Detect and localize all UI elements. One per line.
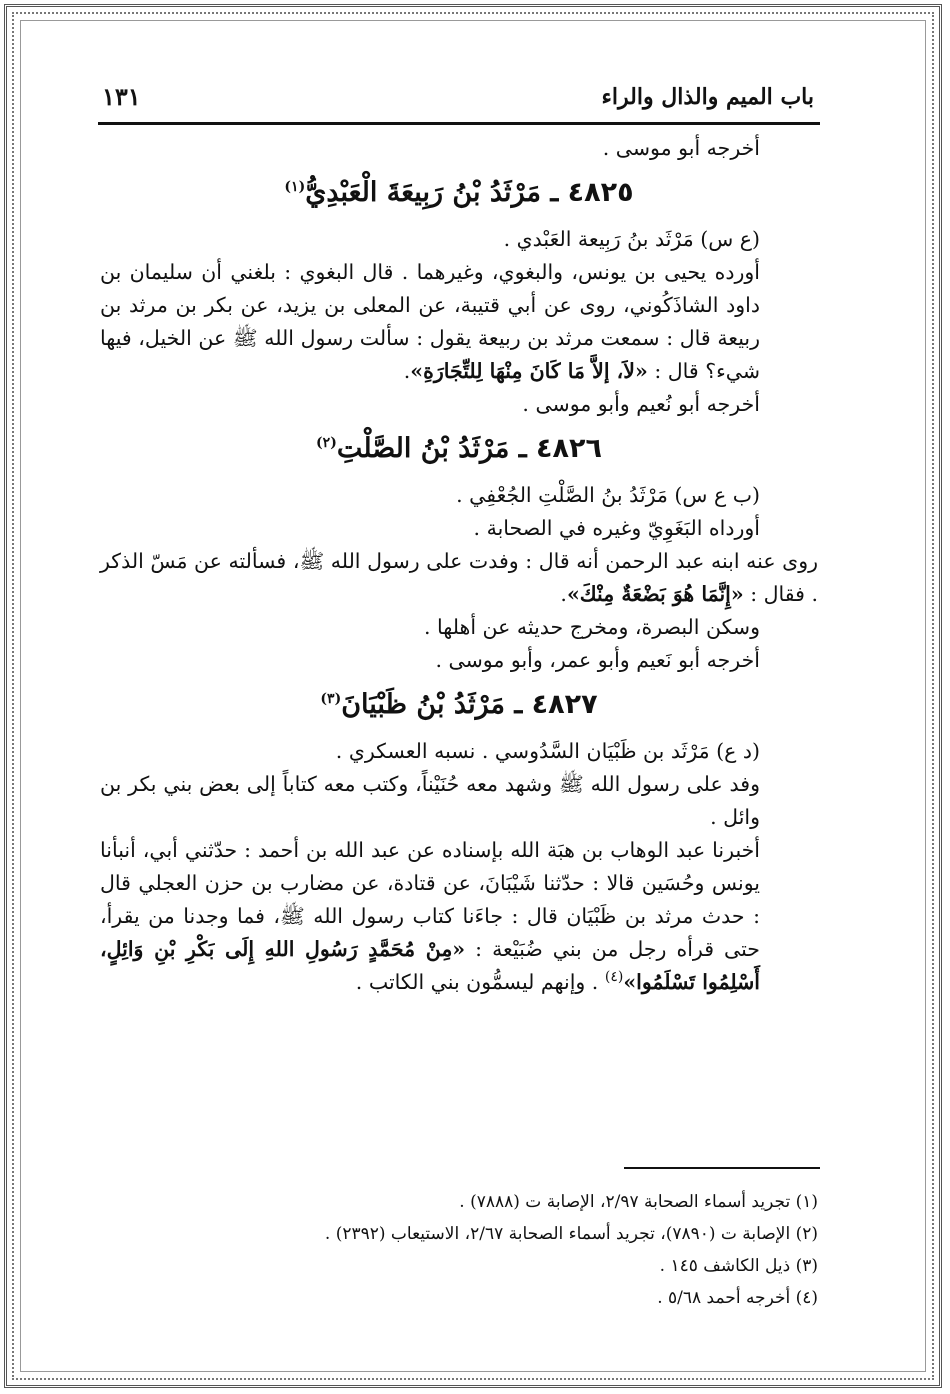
paragraph-text: أورده يحيى بن يونس، والبغوي، وغيرهما . قال البغوي : بلغني أن سليمان بن داود الشاذَكُوني، روى عن أبي قتيبة، عن المعلى بن يزيد، عن بكر بن مرثد بن ربيعة قال : سمعت مرثد بن ربيعة يقول : سألت رسول الله ﷺ عن الخيل، فيها شيء؟ قال : bbox=[100, 260, 760, 383]
footnote: (١) تجريد أسماء الصحابة ٢/٩٧، الإصابة ت (٧٨٨٨) . bbox=[459, 1192, 818, 1212]
footnotes bbox=[100, 1186, 818, 1314]
footnote-ref: (١) bbox=[284, 179, 306, 195]
entry-title-4826 bbox=[100, 429, 818, 469]
title-separator: ـ bbox=[540, 177, 559, 208]
entry-paragraph: وفد على رسول الله ﷺ وشهد معه حُنَيْناً، وكتب معه كتاباً إلى بعض بني بكر بن وائل . bbox=[100, 772, 760, 829]
entry-codes-line: (ع س) مَرْثَد بنُ رَبِيعة العَبْدي . bbox=[503, 227, 760, 251]
footnote: (٣) ذيل الكاشف ١٤٥ . bbox=[659, 1256, 818, 1276]
paragraph-end: . وإنهم ليسمُّون بني الكاتب . bbox=[355, 970, 599, 994]
paragraph-text: أخبرنا عبد الوهاب بن هبَة الله بإسناده عن عبد الله بن أحمد : حدّثني أبي، أنبأنا يونس وحُسَين قالا : حدّثنا شَيْبَانَ، عن قتادة، عن مضارب بن حزن العجلي قال : حدث مرثد بن ظَبْيَان قال : جاءَنا كتاب رسول الله ﷺ، فما وجدنا من يقرأ، حتى قرأه رجل من بني ضُبَيْعة : bbox=[100, 838, 760, 961]
page-number: ١٣١ bbox=[102, 82, 141, 111]
running-head: باب الميم والذال والراء bbox=[601, 84, 814, 110]
footnote-separator bbox=[624, 1167, 820, 1169]
entry-number: ٤٨٢٦ bbox=[536, 433, 602, 464]
footnote-ref: (٤) bbox=[604, 969, 624, 986]
top-line: أخرجه أبو موسى . bbox=[602, 136, 760, 160]
paragraph-text: روى عنه ابنه عبد الرحمن أنه قال : وفدت على رسول الله ﷺ، فسألته عن مَسّ الذكر . فقال : bbox=[100, 549, 818, 606]
title-separator: ـ bbox=[509, 433, 527, 464]
entry-name: مَرْثَدُ بْنُ رَبِيعَةَ الْعَبْدِيُّ bbox=[305, 177, 541, 208]
hadith-quote: «مِنْ مُحَمَّدٍ رَسُولِ اللهِ إِلَى بَكْرِ بْنِ وَائِلٍ، أَسْلِمُوا تَسْلَمُوا» bbox=[100, 937, 760, 994]
footnote-ref: (٣) bbox=[320, 691, 342, 707]
footnote: (٢) الإصابة ت (٧٨٩٠)، تجريد أسماء الصحابة ٢/٦٧، الاستيعاب (٢٣٩٢) . bbox=[324, 1224, 818, 1244]
entry-name: مَرْثَدُ بْنُ الصَّلْتِ bbox=[336, 433, 510, 464]
entry-codes-line: (د ع) مَرْثَد بن ظَبْيَان السَّدُوسي . نسبه العسكري . bbox=[335, 739, 760, 763]
entry-paragraph bbox=[100, 256, 818, 388]
footnote-ref: (٢) bbox=[316, 435, 337, 451]
hadith-quote: «إِنَّمَا هُوَ بَضْعَةٌ مِنْكَ» bbox=[566, 582, 744, 606]
entry-title-4827 bbox=[100, 685, 818, 725]
entry-name: مَرْثَدُ بْنُ ظَبْيَانَ bbox=[341, 689, 505, 720]
entry-line: أورداه البَغَوِيّ وغيره في الصحابة . bbox=[473, 516, 760, 540]
entry-number: ٤٨٢٧ bbox=[531, 689, 598, 720]
title-separator: ـ bbox=[504, 689, 523, 720]
page-body bbox=[100, 132, 818, 999]
paragraph-end: . bbox=[403, 359, 411, 383]
footnote: (٤) أخرجه أحمد ٥/٦٨ . bbox=[657, 1288, 818, 1308]
entry-closing: أخرجه أبو نُعيم وأبو موسى . bbox=[522, 392, 760, 416]
entry-closing: أخرجه أبو نَعيم وأبو عمر، وأبو موسى . bbox=[435, 648, 760, 672]
entry-paragraph bbox=[100, 545, 818, 611]
entry-codes-line: (ب ع س) مَرْثَدُ بنُ الصَّلْتِ الجُعْفِي . bbox=[456, 483, 760, 507]
hadith-quote: «لاَ، إلاَّ مَا كَانَ مِنْهَا لِلتِّجَارَةِ» bbox=[410, 359, 648, 383]
entry-number: ٤٨٢٥ bbox=[567, 177, 634, 208]
entry-paragraph bbox=[100, 834, 818, 999]
paragraph-end: . bbox=[560, 582, 567, 606]
page-header bbox=[98, 80, 820, 125]
entry-title-4825 bbox=[100, 173, 818, 213]
entry-line: وسكن البصرة، ومخرج حديثه عن أهلها . bbox=[424, 615, 760, 639]
